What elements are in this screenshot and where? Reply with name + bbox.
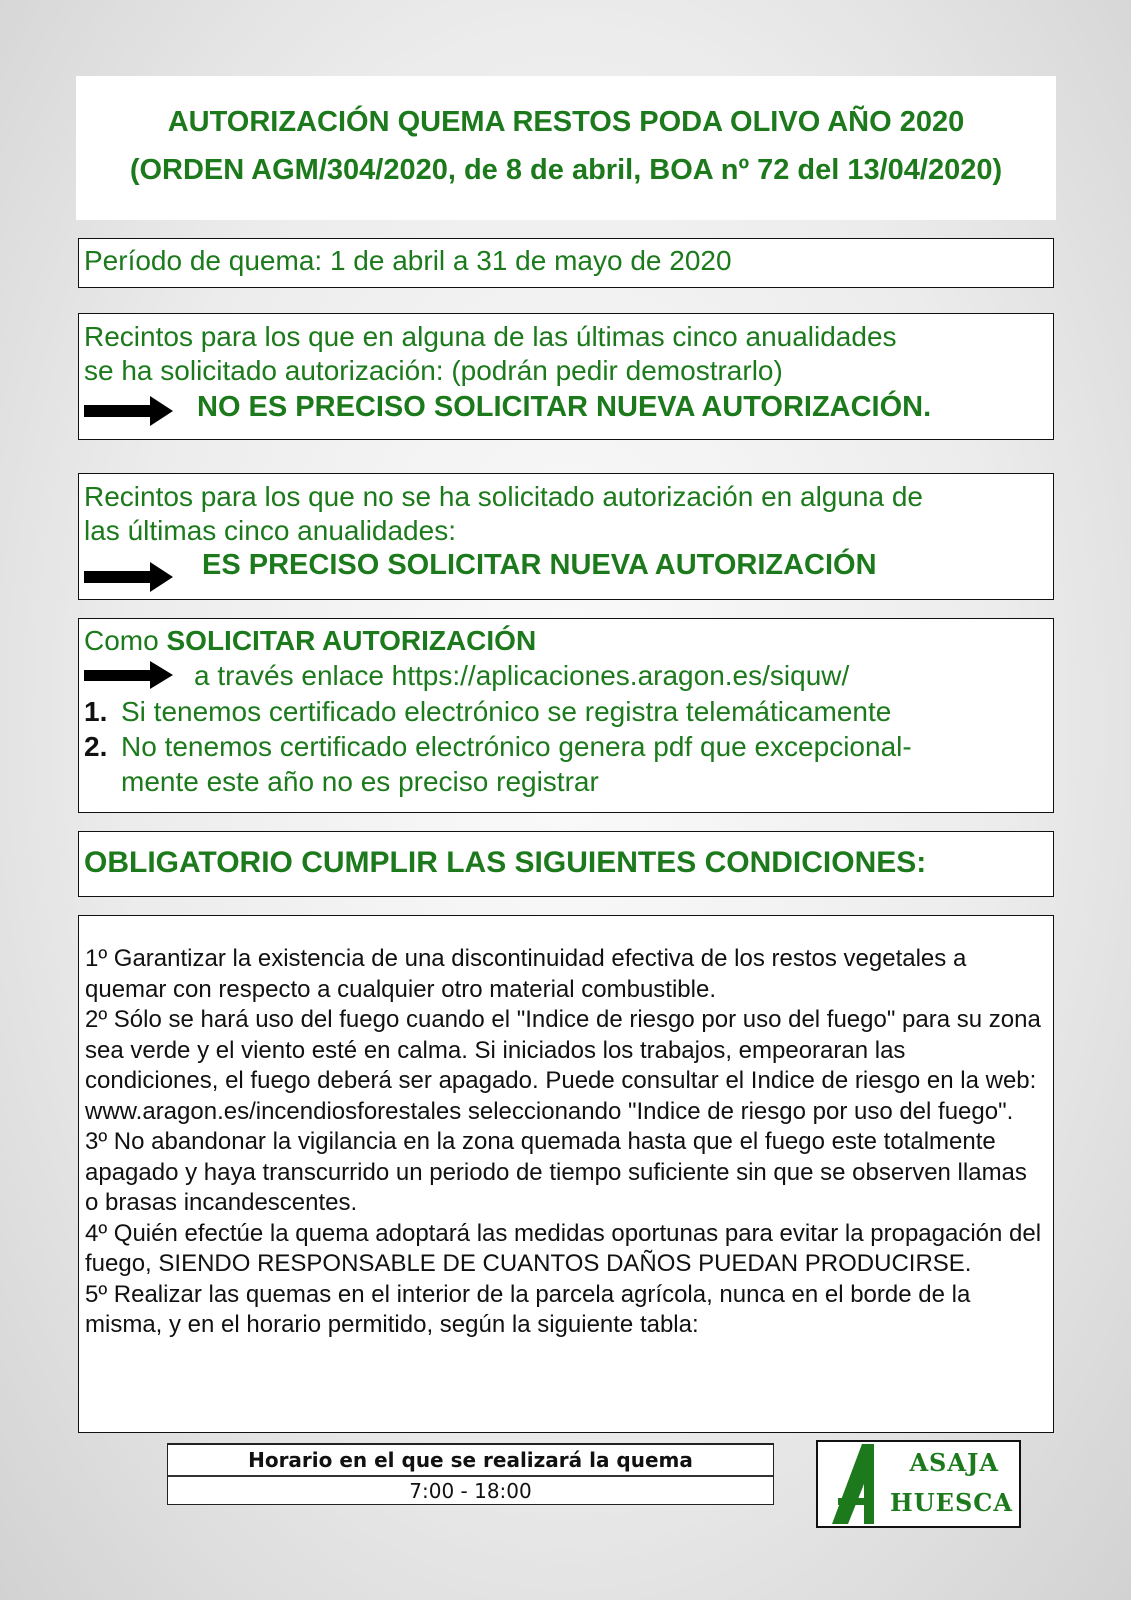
- condition-4: 4º Quién efectúe la quema adoptará las medidas oportunas para evitar la propagación del fuego, SIENDO RESPONSABLE DE CUANTOS DAÑOS PUEDAN PRODUCIRSE.: [85, 1219, 1042, 1277]
- previous-plots-line1: Recintos para los que en alguna de las últimas cinco anualidades: [84, 321, 897, 352]
- how-to-apply-box: [78, 618, 1054, 813]
- apply-link-text[interactable]: a través enlace https://aplicaciones.aragon.es/siquw/: [194, 660, 850, 691]
- burn-period-box: [78, 238, 1054, 288]
- apply-option-2-continuation: [84, 764, 1053, 799]
- condition-5: 5º Realizar las quemas en el interior de la parcela agrícola, nunca en el borde de la misma, y en el horario permitido, según la siguiente tabla:: [85, 1280, 971, 1338]
- document-title: AUTORIZACIÓN QUEMA RESTOS PODA OLIVO AÑO 2020: [167, 106, 965, 138]
- conditions-box: [78, 915, 1054, 1433]
- previous-plots-result: NO ES PRECISO SOLICITAR NUEVA AUTORIZACIÓN.: [197, 391, 932, 423]
- logo-line1: ASAJA: [909, 1448, 999, 1477]
- asaja-huesca-logo: [816, 1440, 1021, 1528]
- logo-line2: HUESCA: [890, 1488, 1013, 1517]
- mandatory-conditions-heading: OBLIGATORIO CUMPLIR LAS SIGUIENTES CONDICIONES:: [84, 846, 927, 879]
- schedule-table: [167, 1443, 774, 1505]
- new-plots-result: ES PRECISO SOLICITAR NUEVA AUTORIZACIÓN: [202, 549, 877, 581]
- apply-option-2-text: No tenemos certificado electrónico genera pdf que excepcional-: [121, 731, 912, 762]
- how-to-apply-prefix: Como: [84, 625, 159, 656]
- condition-3: 3º No abandonar la vigilancia en la zona quemada hasta que el fuego este totalmente apagado y haya transcurrido un periodo de tiempo suficiente sin que se observen llamas o brasas incandescentes.: [85, 1128, 1027, 1216]
- right-arrow-icon: [84, 660, 174, 690]
- apply-option-2: [84, 729, 1053, 764]
- apply-option-1-text: Si tenemos certificado electrónico se registra telemáticamente: [121, 696, 892, 727]
- right-arrow-icon: [84, 394, 174, 428]
- condition-2: 2º Sólo se hará uso del fuego cuando el "Indice de riesgo por uso del fuego" para su zona sea verde y el viento esté en calma. Si iniciados los trabajos, empeoraran las condiciones, el fuego deberá ser apagado. Puede consultar el Indice de riesgo en la web: www.aragon.es/incendiosforestales seleccionando "Indice de riesgo por uso del fuego".: [85, 1006, 1041, 1125]
- how-to-apply-heading: SOLICITAR AUTORIZACIÓN: [166, 625, 537, 656]
- previous-plots-result-row: [84, 388, 1053, 426]
- schedule-header: Horario en el que se realizará la quema: [168, 1445, 773, 1477]
- new-plots-line2: las últimas cinco anualidades:: [84, 515, 456, 546]
- apply-option-2-number: 2.: [84, 731, 108, 762]
- title-box: [76, 76, 1056, 220]
- condition-1: 1º Garantizar la existencia de una discontinuidad efectiva de los restos vegetales a quemar con respecto a cualquier otro material combustible.: [85, 945, 967, 1003]
- apply-option-2-text2: mente este año no es preciso registrar: [121, 766, 599, 797]
- new-plots-line1: Recintos para los que no se ha solicitado autorización en alguna de: [84, 481, 924, 512]
- document-subtitle: (ORDEN AGM/304/2020, de 8 de abril, BOA nº 72 del 13/04/2020): [129, 154, 1003, 186]
- burn-period-text: Período de quema: 1 de abril a 31 de mayo de 2020: [84, 245, 732, 276]
- how-to-apply-heading-line: [84, 623, 1053, 658]
- schedule-value: 7:00 - 18:00: [409, 1479, 532, 1503]
- new-plots-box: [78, 473, 1054, 600]
- apply-option-1-number: 1.: [84, 696, 108, 727]
- previous-plots-line2: se ha solicitado autorización: (podrán pedir demostrarlo): [84, 355, 783, 386]
- new-plots-result-row: [84, 548, 1053, 586]
- apply-link-row: [84, 658, 1053, 694]
- apply-option-1: [84, 694, 1053, 729]
- right-arrow-icon: [84, 560, 174, 594]
- previous-plots-box: [78, 313, 1054, 440]
- mandatory-conditions-heading-box: [78, 831, 1054, 897]
